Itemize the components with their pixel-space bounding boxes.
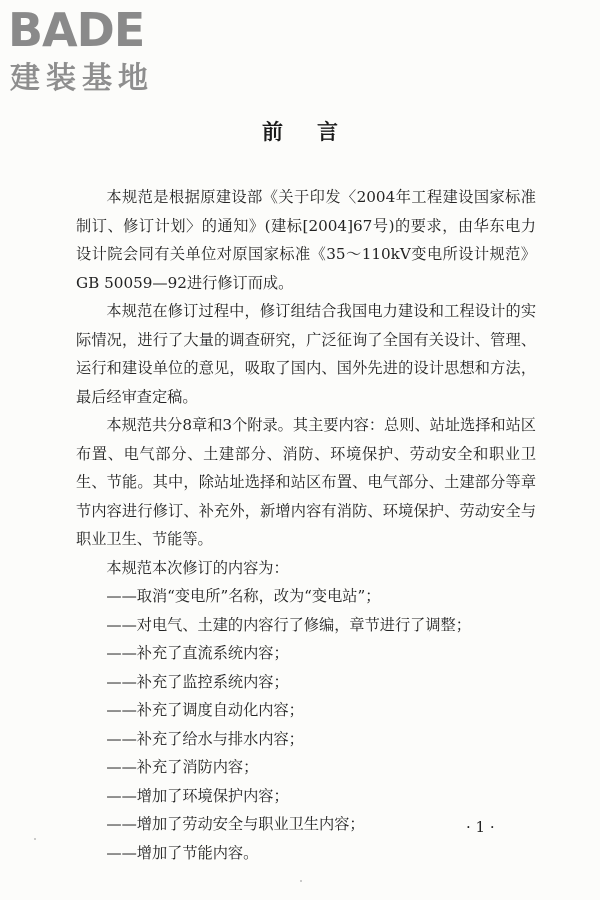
scan-speck: [300, 880, 302, 882]
revision-item: ——取消“变电所”名称，改为“变电站”；: [106, 587, 381, 605]
scan-speck: [34, 838, 36, 840]
revision-item: ——补充了消防内容；: [106, 758, 259, 776]
logo-wordmark: BADE: [8, 3, 145, 57]
page-title: 前言: [262, 120, 372, 144]
revision-item: ——补充了调度自动化内容；: [106, 701, 304, 719]
preface-body: [76, 183, 536, 867]
paragraph-2: 本规范在修订过程中，修订组结合我国电力建设和工程设计的实际情况，进行了大量的调查研究，广泛征询了全国有关设计、管理、运行和建设单位的意见，吸取了国内、国外先进的设计思想和方法，最后经审查定稿。: [76, 302, 536, 406]
paragraph-4: 本规范本次修订的内容为：: [106, 558, 289, 577]
logo-subtitle: 建装基地: [10, 61, 154, 96]
revision-item: ——增加了劳动安全与职业卫生内容；: [106, 815, 365, 833]
revision-item: ——补充了监控系统内容；: [106, 672, 289, 691]
revision-item: ——增加了节能内容。: [106, 843, 259, 862]
revision-item: ——增加了环境保护内容；: [106, 786, 289, 805]
logo: [8, 4, 183, 100]
page-number: · 1 ·: [466, 818, 495, 836]
paragraph-1: 本规范是根据原建设部《关于印发〈2004年工程建设国家标准制订、修订计划〉的通知》(建标[2004]67号)的要求，由华东电力设计院会同有关单位对原国家标准《35～110kV变电所设计规范》GB 50059—92进行修订而成。: [76, 188, 536, 292]
paragraph-3: 本规范共分8章和3个附录。其主要内容：总则、站址选择和站区布置、电气部分、土建部分、消防、环境保护、劳动安全和职业卫生、节能。其中，除站址选择和站区布置、电气部分、土建部分等章节内容进行修订、补充外，新增内容有消防、环境保护、劳动安全与职业卫生、节能等。: [76, 416, 536, 548]
revision-item: ——补充了给水与排水内容；: [106, 729, 304, 748]
revision-item: ——补充了直流系统内容；: [106, 644, 289, 662]
revision-item: ——对电气、土建的内容行了修编，章节进行了调整；: [106, 615, 471, 634]
